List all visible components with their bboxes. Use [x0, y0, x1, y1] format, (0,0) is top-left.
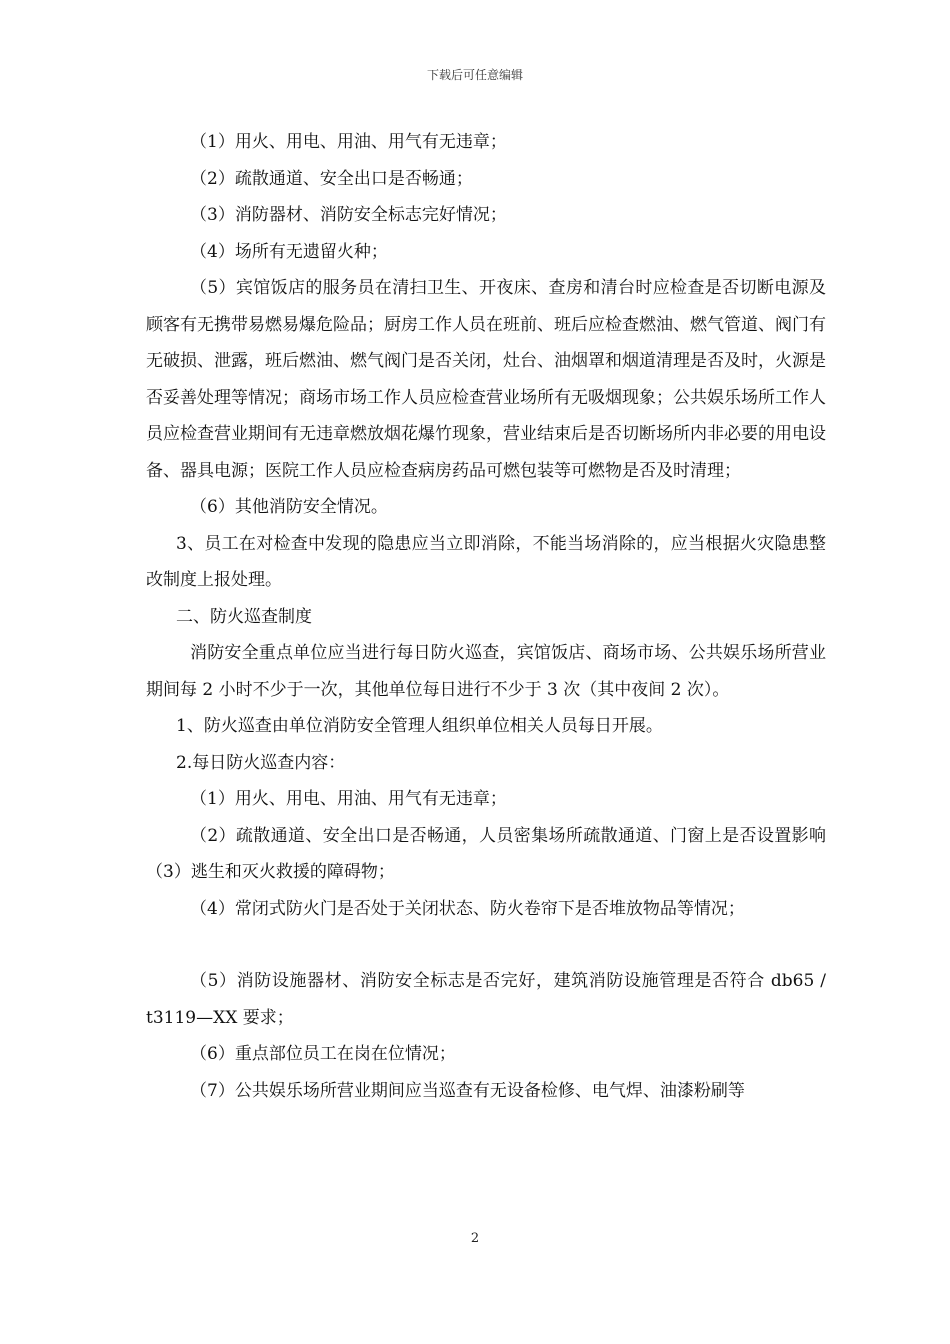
- paragraph: （5）宾馆饭店的服务员在清扫卫生、开夜床、查房和清台时应检查是否切断电源及顾客有无携带易燃易爆危险品；厨房工作人员在班前、班后应检查燃油、燃气管道、阀门有无破损、泄露，班后燃油、燃气阀门是否关闭，灶台、油烟罩和烟道清理是否及时，火源是否妥善处理等情况；商场市场工作人员应检查营业场所有无吸烟现象；公共娱乐场所工作人员应检查营业期间有无违章燃放烟花爆竹现象，营业结束后是否切断场所内非必要的用电设备、器具电源；医院工作人员应检查病房药品可燃包装等可燃物是否及时清理；: [146, 278, 826, 481]
- page-header: 下载后可任意编辑: [426, 68, 523, 82]
- section-heading: 二、防火巡查制度: [176, 606, 312, 627]
- paragraph: （1）用火、用电、用油、用气有无违章；: [190, 132, 507, 152]
- paragraph: （7）公共娱乐场所营业期间应当巡查有无设备检修、电气焊、油漆粉刷等: [190, 1080, 745, 1101]
- blank-line: [146, 927, 826, 963]
- paragraph: 3、员工在对检查中发现的隐患应当立即消除，不能当场消除的，应当根据火灾隐患整改制度上报处理。: [146, 533, 826, 590]
- paragraph: （1）用火、用电、用油、用气有无违章；: [190, 789, 507, 809]
- paragraph: 1、防火巡查由单位消防安全管理人组织单位相关人员每日开展。: [176, 716, 663, 736]
- paragraph: （3）消防器材、消防安全标志完好情况；: [190, 205, 507, 225]
- paragraph: 2.每日防火巡查内容：: [176, 752, 346, 773]
- paragraph: （2）疏散通道、安全出口是否畅通，人员密集场所疏散通道、门窗上是否设置影响（3）逃生和灭火救援的障碍物；: [146, 825, 826, 882]
- paragraph: （6）重点部位员工在岗在位情况；: [190, 1044, 456, 1064]
- paragraph: 消防安全重点单位应当进行每日防火巡查，宾馆饭店、商场市场、公共娱乐场所营业期间每 2 小时不少于一次，其他单位每日进行不少于 3 次（其中夜间 2 次）。: [146, 643, 826, 700]
- paragraph: （6）其他消防安全情况。: [190, 497, 388, 517]
- paragraph: （4）常闭式防火门是否处于关闭状态、防火卷帘下是否堆放物品等情况；: [190, 898, 745, 919]
- page-number: 2: [470, 1231, 480, 1246]
- paragraph: （4）场所有无遗留火种；: [190, 241, 388, 262]
- paragraph: （5）消防设施器材、消防安全标志是否完好，建筑消防设施管理是否符合 db65 / t3119—XX 要求；: [146, 971, 826, 1028]
- paragraph: （2）疏散通道、安全出口是否畅通；: [190, 168, 473, 189]
- document-body: [146, 124, 826, 1109]
